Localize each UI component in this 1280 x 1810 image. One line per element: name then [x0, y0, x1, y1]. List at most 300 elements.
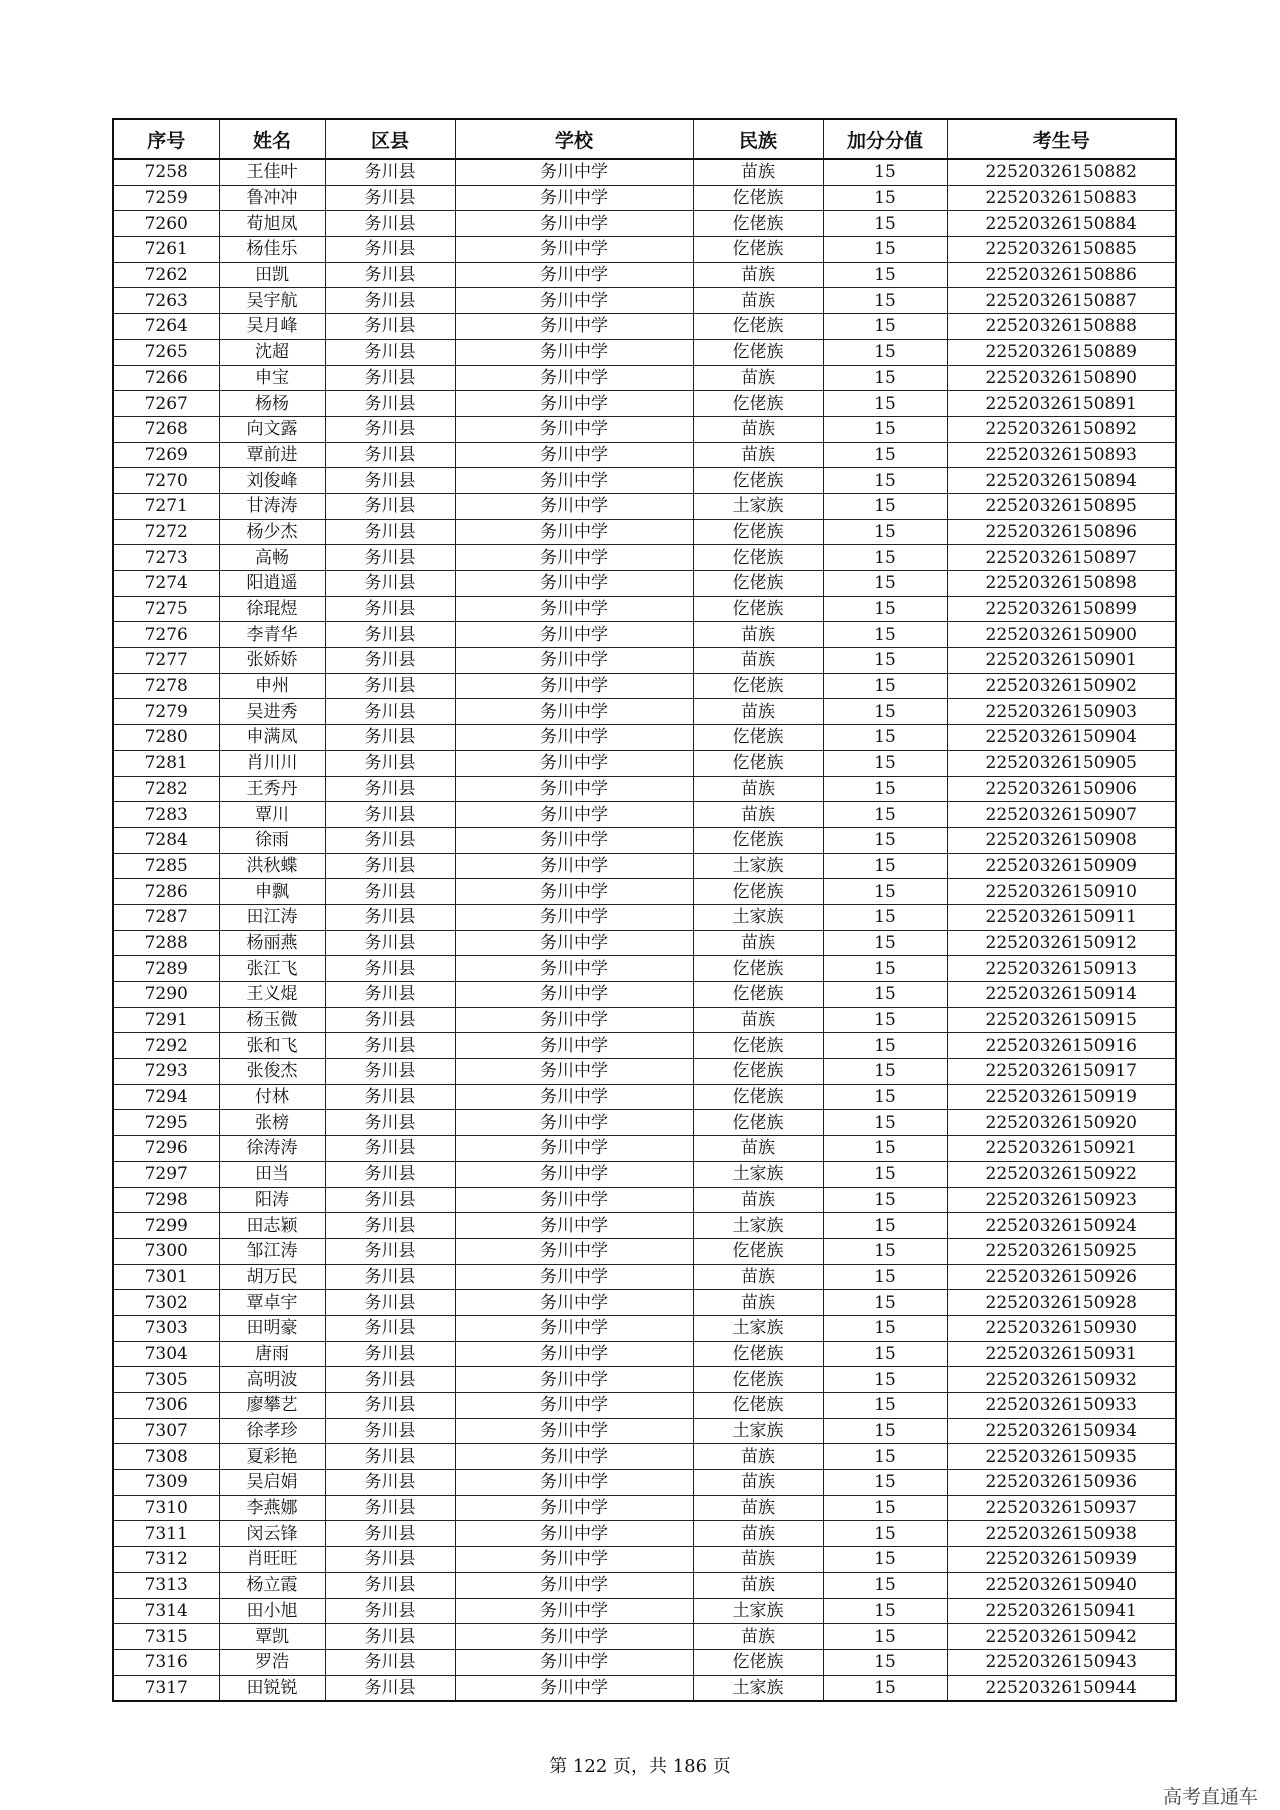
cell-bonus-points: 15	[823, 1033, 947, 1059]
cell-school: 务川中学	[455, 879, 693, 905]
cell-exam-number: 22520326150919	[947, 1084, 1176, 1110]
cell-ethnicity: 苗族	[693, 1136, 823, 1162]
cell-exam-number: 22520326150933	[947, 1393, 1176, 1419]
cell-ethnicity: 苗族	[693, 1470, 823, 1496]
cell-county: 务川县	[325, 904, 455, 930]
cell-county: 务川县	[325, 159, 455, 185]
cell-bonus-points: 15	[823, 1418, 947, 1444]
cell-exam-number: 22520326150907	[947, 802, 1176, 828]
table-row	[113, 802, 1176, 828]
cell-county: 务川县	[325, 1393, 455, 1419]
table-row	[113, 776, 1176, 802]
header-county: 区县	[325, 119, 455, 159]
cell-county: 务川县	[325, 982, 455, 1008]
cell-school: 务川中学	[455, 1649, 693, 1675]
cell-bonus-points: 15	[823, 442, 947, 468]
cell-school: 务川中学	[455, 1393, 693, 1419]
cell-ethnicity: 仡佬族	[693, 314, 823, 340]
cell-seq: 7299	[113, 1213, 219, 1239]
cell-bonus-points: 15	[823, 750, 947, 776]
header-ethnicity: 民族	[693, 119, 823, 159]
header-school: 学校	[455, 119, 693, 159]
cell-seq: 7313	[113, 1572, 219, 1598]
cell-county: 务川县	[325, 648, 455, 674]
table-row	[113, 648, 1176, 674]
roster-table	[112, 118, 1177, 1702]
cell-name: 徐孝珍	[219, 1418, 325, 1444]
cell-exam-number: 22520326150904	[947, 725, 1176, 751]
cell-exam-number: 22520326150890	[947, 365, 1176, 391]
cell-county: 务川县	[325, 493, 455, 519]
cell-county: 务川县	[325, 365, 455, 391]
cell-exam-number: 22520326150898	[947, 571, 1176, 597]
cell-ethnicity: 仡佬族	[693, 211, 823, 237]
cell-name: 王佳叶	[219, 159, 325, 185]
cell-name: 张娇娇	[219, 648, 325, 674]
cell-exam-number: 22520326150910	[947, 879, 1176, 905]
cell-seq: 7278	[113, 673, 219, 699]
cell-name: 杨立霞	[219, 1572, 325, 1598]
cell-exam-number: 22520326150909	[947, 853, 1176, 879]
cell-seq: 7291	[113, 1007, 219, 1033]
cell-ethnicity: 苗族	[693, 416, 823, 442]
table-row	[113, 1418, 1176, 1444]
cell-name: 张榜	[219, 1110, 325, 1136]
cell-bonus-points: 15	[823, 1059, 947, 1085]
cell-school: 务川中学	[455, 442, 693, 468]
cell-county: 务川县	[325, 288, 455, 314]
cell-seq: 7267	[113, 391, 219, 417]
table-row	[113, 571, 1176, 597]
cell-school: 务川中学	[455, 1470, 693, 1496]
cell-seq: 7309	[113, 1470, 219, 1496]
cell-exam-number: 22520326150939	[947, 1547, 1176, 1573]
cell-ethnicity: 仡佬族	[693, 237, 823, 263]
table-row	[113, 468, 1176, 494]
cell-exam-number: 22520326150914	[947, 982, 1176, 1008]
cell-name: 杨少杰	[219, 519, 325, 545]
cell-exam-number: 22520326150930	[947, 1315, 1176, 1341]
table-row	[113, 1572, 1176, 1598]
cell-county: 务川县	[325, 1521, 455, 1547]
cell-bonus-points: 15	[823, 1238, 947, 1264]
cell-bonus-points: 15	[823, 622, 947, 648]
cell-school: 务川中学	[455, 956, 693, 982]
cell-county: 务川县	[325, 1367, 455, 1393]
table-row	[113, 1598, 1176, 1624]
cell-bonus-points: 15	[823, 1649, 947, 1675]
page-number: 第 122 页，共 186 页	[549, 1756, 731, 1777]
table-row	[113, 673, 1176, 699]
cell-exam-number: 22520326150940	[947, 1572, 1176, 1598]
cell-county: 务川县	[325, 211, 455, 237]
cell-bonus-points: 15	[823, 725, 947, 751]
cell-name: 申飘	[219, 879, 325, 905]
cell-school: 务川中学	[455, 725, 693, 751]
cell-bonus-points: 15	[823, 493, 947, 519]
cell-exam-number: 22520326150943	[947, 1649, 1176, 1675]
cell-exam-number: 22520326150882	[947, 159, 1176, 185]
cell-ethnicity: 仡佬族	[693, 1033, 823, 1059]
cell-school: 务川中学	[455, 1059, 693, 1085]
cell-bonus-points: 15	[823, 1315, 947, 1341]
cell-school: 务川中学	[455, 853, 693, 879]
cell-ethnicity: 苗族	[693, 648, 823, 674]
cell-name: 李青华	[219, 622, 325, 648]
cell-ethnicity: 仡佬族	[693, 185, 823, 211]
cell-exam-number: 22520326150926	[947, 1264, 1176, 1290]
cell-school: 务川中学	[455, 185, 693, 211]
cell-bonus-points: 15	[823, 1264, 947, 1290]
cell-bonus-points: 15	[823, 391, 947, 417]
cell-ethnicity: 仡佬族	[693, 339, 823, 365]
cell-bonus-points: 15	[823, 1470, 947, 1496]
cell-ethnicity: 苗族	[693, 699, 823, 725]
header-seq: 序号	[113, 119, 219, 159]
cell-name: 向文露	[219, 416, 325, 442]
cell-bonus-points: 15	[823, 237, 947, 263]
cell-county: 务川县	[325, 1084, 455, 1110]
table-row	[113, 493, 1176, 519]
cell-school: 务川中学	[455, 1675, 693, 1701]
cell-ethnicity: 苗族	[693, 442, 823, 468]
cell-county: 务川县	[325, 1598, 455, 1624]
cell-exam-number: 22520326150915	[947, 1007, 1176, 1033]
cell-name: 王义焜	[219, 982, 325, 1008]
cell-name: 张江飞	[219, 956, 325, 982]
cell-bonus-points: 15	[823, 1624, 947, 1650]
cell-school: 务川中学	[455, 622, 693, 648]
table-row	[113, 545, 1176, 571]
cell-seq: 7312	[113, 1547, 219, 1573]
cell-bonus-points: 15	[823, 185, 947, 211]
cell-county: 务川县	[325, 596, 455, 622]
cell-name: 付林	[219, 1084, 325, 1110]
cell-name: 李燕娜	[219, 1495, 325, 1521]
cell-county: 务川县	[325, 1470, 455, 1496]
cell-ethnicity: 仡佬族	[693, 879, 823, 905]
table-row	[113, 1547, 1176, 1573]
cell-ethnicity: 仡佬族	[693, 827, 823, 853]
cell-school: 务川中学	[455, 468, 693, 494]
cell-name: 田凯	[219, 262, 325, 288]
cell-school: 务川中学	[455, 1136, 693, 1162]
cell-exam-number: 22520326150917	[947, 1059, 1176, 1085]
cell-seq: 7279	[113, 699, 219, 725]
cell-seq: 7276	[113, 622, 219, 648]
table-row	[113, 1624, 1176, 1650]
cell-ethnicity: 仡佬族	[693, 673, 823, 699]
cell-county: 务川县	[325, 339, 455, 365]
cell-ethnicity: 苗族	[693, 262, 823, 288]
cell-ethnicity: 仡佬族	[693, 391, 823, 417]
cell-school: 务川中学	[455, 1598, 693, 1624]
cell-county: 务川县	[325, 237, 455, 263]
table-row	[113, 930, 1176, 956]
cell-ethnicity: 土家族	[693, 1213, 823, 1239]
cell-name: 荀旭凤	[219, 211, 325, 237]
table-row	[113, 1059, 1176, 1085]
cell-county: 务川县	[325, 391, 455, 417]
cell-school: 务川中学	[455, 1521, 693, 1547]
cell-name: 刘俊峰	[219, 468, 325, 494]
cell-bonus-points: 15	[823, 1136, 947, 1162]
cell-county: 务川县	[325, 1624, 455, 1650]
cell-ethnicity: 仡佬族	[693, 956, 823, 982]
cell-seq: 7292	[113, 1033, 219, 1059]
cell-exam-number: 22520326150900	[947, 622, 1176, 648]
cell-ethnicity: 苗族	[693, 930, 823, 956]
cell-exam-number: 22520326150887	[947, 288, 1176, 314]
cell-seq: 7269	[113, 442, 219, 468]
cell-bonus-points: 15	[823, 545, 947, 571]
cell-county: 务川县	[325, 1495, 455, 1521]
cell-seq: 7311	[113, 1521, 219, 1547]
table-row	[113, 1033, 1176, 1059]
cell-school: 务川中学	[455, 1187, 693, 1213]
table-row	[113, 1649, 1176, 1675]
cell-seq: 7265	[113, 339, 219, 365]
cell-school: 务川中学	[455, 1213, 693, 1239]
cell-name: 杨玉微	[219, 1007, 325, 1033]
cell-exam-number: 22520326150894	[947, 468, 1176, 494]
cell-exam-number: 22520326150924	[947, 1213, 1176, 1239]
cell-exam-number: 22520326150902	[947, 673, 1176, 699]
cell-bonus-points: 15	[823, 339, 947, 365]
cell-name: 吴启娟	[219, 1470, 325, 1496]
cell-school: 务川中学	[455, 827, 693, 853]
cell-seq: 7281	[113, 750, 219, 776]
cell-bonus-points: 15	[823, 262, 947, 288]
cell-exam-number: 22520326150911	[947, 904, 1176, 930]
cell-seq: 7293	[113, 1059, 219, 1085]
cell-county: 务川县	[325, 416, 455, 442]
cell-seq: 7307	[113, 1418, 219, 1444]
cell-bonus-points: 15	[823, 930, 947, 956]
cell-county: 务川县	[325, 879, 455, 905]
cell-county: 务川县	[325, 699, 455, 725]
cell-ethnicity: 仡佬族	[693, 1341, 823, 1367]
cell-ethnicity: 苗族	[693, 288, 823, 314]
cell-name: 申州	[219, 673, 325, 699]
cell-ethnicity: 仡佬族	[693, 982, 823, 1008]
cell-name: 申满凤	[219, 725, 325, 751]
table-row	[113, 442, 1176, 468]
cell-exam-number: 22520326150923	[947, 1187, 1176, 1213]
table-row	[113, 904, 1176, 930]
cell-bonus-points: 15	[823, 1675, 947, 1701]
table-row	[113, 365, 1176, 391]
cell-school: 务川中学	[455, 339, 693, 365]
cell-county: 务川县	[325, 853, 455, 879]
table-row	[113, 750, 1176, 776]
cell-seq: 7298	[113, 1187, 219, 1213]
cell-exam-number: 22520326150921	[947, 1136, 1176, 1162]
cell-school: 务川中学	[455, 519, 693, 545]
cell-seq: 7296	[113, 1136, 219, 1162]
table-row	[113, 1367, 1176, 1393]
cell-seq: 7268	[113, 416, 219, 442]
cell-school: 务川中学	[455, 1084, 693, 1110]
table-header-row	[113, 119, 1176, 159]
cell-bonus-points: 15	[823, 1213, 947, 1239]
cell-seq: 7288	[113, 930, 219, 956]
cell-school: 务川中学	[455, 930, 693, 956]
cell-school: 务川中学	[455, 750, 693, 776]
cell-exam-number: 22520326150891	[947, 391, 1176, 417]
cell-exam-number: 22520326150941	[947, 1598, 1176, 1624]
cell-name: 沈超	[219, 339, 325, 365]
cell-bonus-points: 15	[823, 648, 947, 674]
cell-ethnicity: 苗族	[693, 1187, 823, 1213]
cell-county: 务川县	[325, 314, 455, 340]
cell-bonus-points: 15	[823, 827, 947, 853]
cell-seq: 7294	[113, 1084, 219, 1110]
cell-county: 务川县	[325, 185, 455, 211]
cell-school: 务川中学	[455, 776, 693, 802]
cell-seq: 7273	[113, 545, 219, 571]
cell-name: 高明波	[219, 1367, 325, 1393]
cell-name: 覃凯	[219, 1624, 325, 1650]
cell-school: 务川中学	[455, 1033, 693, 1059]
cell-school: 务川中学	[455, 1572, 693, 1598]
cell-ethnicity: 土家族	[693, 904, 823, 930]
cell-exam-number: 22520326150925	[947, 1238, 1176, 1264]
cell-exam-number: 22520326150901	[947, 648, 1176, 674]
cell-county: 务川县	[325, 1238, 455, 1264]
cell-county: 务川县	[325, 1136, 455, 1162]
table-row	[113, 879, 1176, 905]
table-row	[113, 1213, 1176, 1239]
cell-county: 务川县	[325, 1213, 455, 1239]
cell-county: 务川县	[325, 673, 455, 699]
table-row	[113, 211, 1176, 237]
cell-county: 务川县	[325, 262, 455, 288]
cell-county: 务川县	[325, 930, 455, 956]
cell-school: 务川中学	[455, 237, 693, 263]
table-row	[113, 1521, 1176, 1547]
cell-bonus-points: 15	[823, 468, 947, 494]
cell-seq: 7315	[113, 1624, 219, 1650]
cell-ethnicity: 仡佬族	[693, 596, 823, 622]
cell-school: 务川中学	[455, 1341, 693, 1367]
cell-school: 务川中学	[455, 545, 693, 571]
cell-ethnicity: 苗族	[693, 776, 823, 802]
header-bonus-points: 加分分值	[823, 119, 947, 159]
cell-exam-number: 22520326150908	[947, 827, 1176, 853]
table-row	[113, 185, 1176, 211]
cell-school: 务川中学	[455, 493, 693, 519]
cell-exam-number: 22520326150934	[947, 1418, 1176, 1444]
cell-ethnicity: 苗族	[693, 1007, 823, 1033]
table-row	[113, 1264, 1176, 1290]
cell-seq: 7308	[113, 1444, 219, 1470]
cell-seq: 7303	[113, 1315, 219, 1341]
table-row	[113, 1290, 1176, 1316]
table-row	[113, 1007, 1176, 1033]
cell-seq: 7302	[113, 1290, 219, 1316]
table-row	[113, 1341, 1176, 1367]
cell-county: 务川县	[325, 1649, 455, 1675]
cell-seq: 7286	[113, 879, 219, 905]
cell-county: 务川县	[325, 1264, 455, 1290]
cell-county: 务川县	[325, 1547, 455, 1573]
cell-bonus-points: 15	[823, 1084, 947, 1110]
table-row	[113, 1161, 1176, 1187]
cell-exam-number: 22520326150895	[947, 493, 1176, 519]
cell-ethnicity: 苗族	[693, 1444, 823, 1470]
cell-seq: 7306	[113, 1393, 219, 1419]
cell-name: 田小旭	[219, 1598, 325, 1624]
table-row	[113, 1238, 1176, 1264]
cell-exam-number: 22520326150920	[947, 1110, 1176, 1136]
header-name: 姓名	[219, 119, 325, 159]
cell-name: 廖攀艺	[219, 1393, 325, 1419]
cell-ethnicity: 土家族	[693, 1315, 823, 1341]
cell-seq: 7280	[113, 725, 219, 751]
cell-ethnicity: 仡佬族	[693, 1110, 823, 1136]
cell-seq: 7316	[113, 1649, 219, 1675]
cell-seq: 7270	[113, 468, 219, 494]
cell-name: 高畅	[219, 545, 325, 571]
cell-county: 务川县	[325, 1161, 455, 1187]
cell-ethnicity: 土家族	[693, 853, 823, 879]
cell-seq: 7260	[113, 211, 219, 237]
cell-exam-number: 22520326150883	[947, 185, 1176, 211]
table-row	[113, 1084, 1176, 1110]
cell-bonus-points: 15	[823, 1495, 947, 1521]
cell-ethnicity: 苗族	[693, 365, 823, 391]
table-row	[113, 159, 1176, 185]
cell-ethnicity: 土家族	[693, 493, 823, 519]
cell-ethnicity: 苗族	[693, 1521, 823, 1547]
cell-name: 闵云锋	[219, 1521, 325, 1547]
cell-exam-number: 22520326150888	[947, 314, 1176, 340]
cell-exam-number: 22520326150942	[947, 1624, 1176, 1650]
cell-seq: 7301	[113, 1264, 219, 1290]
cell-school: 务川中学	[455, 1547, 693, 1573]
cell-ethnicity: 仡佬族	[693, 545, 823, 571]
cell-seq: 7314	[113, 1598, 219, 1624]
cell-seq: 7287	[113, 904, 219, 930]
cell-seq: 7261	[113, 237, 219, 263]
cell-school: 务川中学	[455, 416, 693, 442]
cell-seq: 7271	[113, 493, 219, 519]
cell-seq: 7295	[113, 1110, 219, 1136]
cell-bonus-points: 15	[823, 673, 947, 699]
table-row	[113, 699, 1176, 725]
cell-exam-number: 22520326150922	[947, 1161, 1176, 1187]
cell-county: 务川县	[325, 1341, 455, 1367]
cell-county: 务川县	[325, 827, 455, 853]
cell-school: 务川中学	[455, 1290, 693, 1316]
cell-bonus-points: 15	[823, 211, 947, 237]
cell-ethnicity: 苗族	[693, 1624, 823, 1650]
cell-seq: 7263	[113, 288, 219, 314]
cell-bonus-points: 15	[823, 571, 947, 597]
cell-school: 务川中学	[455, 904, 693, 930]
cell-school: 务川中学	[455, 211, 693, 237]
cell-exam-number: 22520326150931	[947, 1341, 1176, 1367]
table-row	[113, 339, 1176, 365]
table-row	[113, 827, 1176, 853]
cell-name: 阳逍遥	[219, 571, 325, 597]
cell-name: 王秀丹	[219, 776, 325, 802]
cell-bonus-points: 15	[823, 1161, 947, 1187]
cell-seq: 7258	[113, 159, 219, 185]
cell-county: 务川县	[325, 1675, 455, 1701]
cell-ethnicity: 仡佬族	[693, 571, 823, 597]
